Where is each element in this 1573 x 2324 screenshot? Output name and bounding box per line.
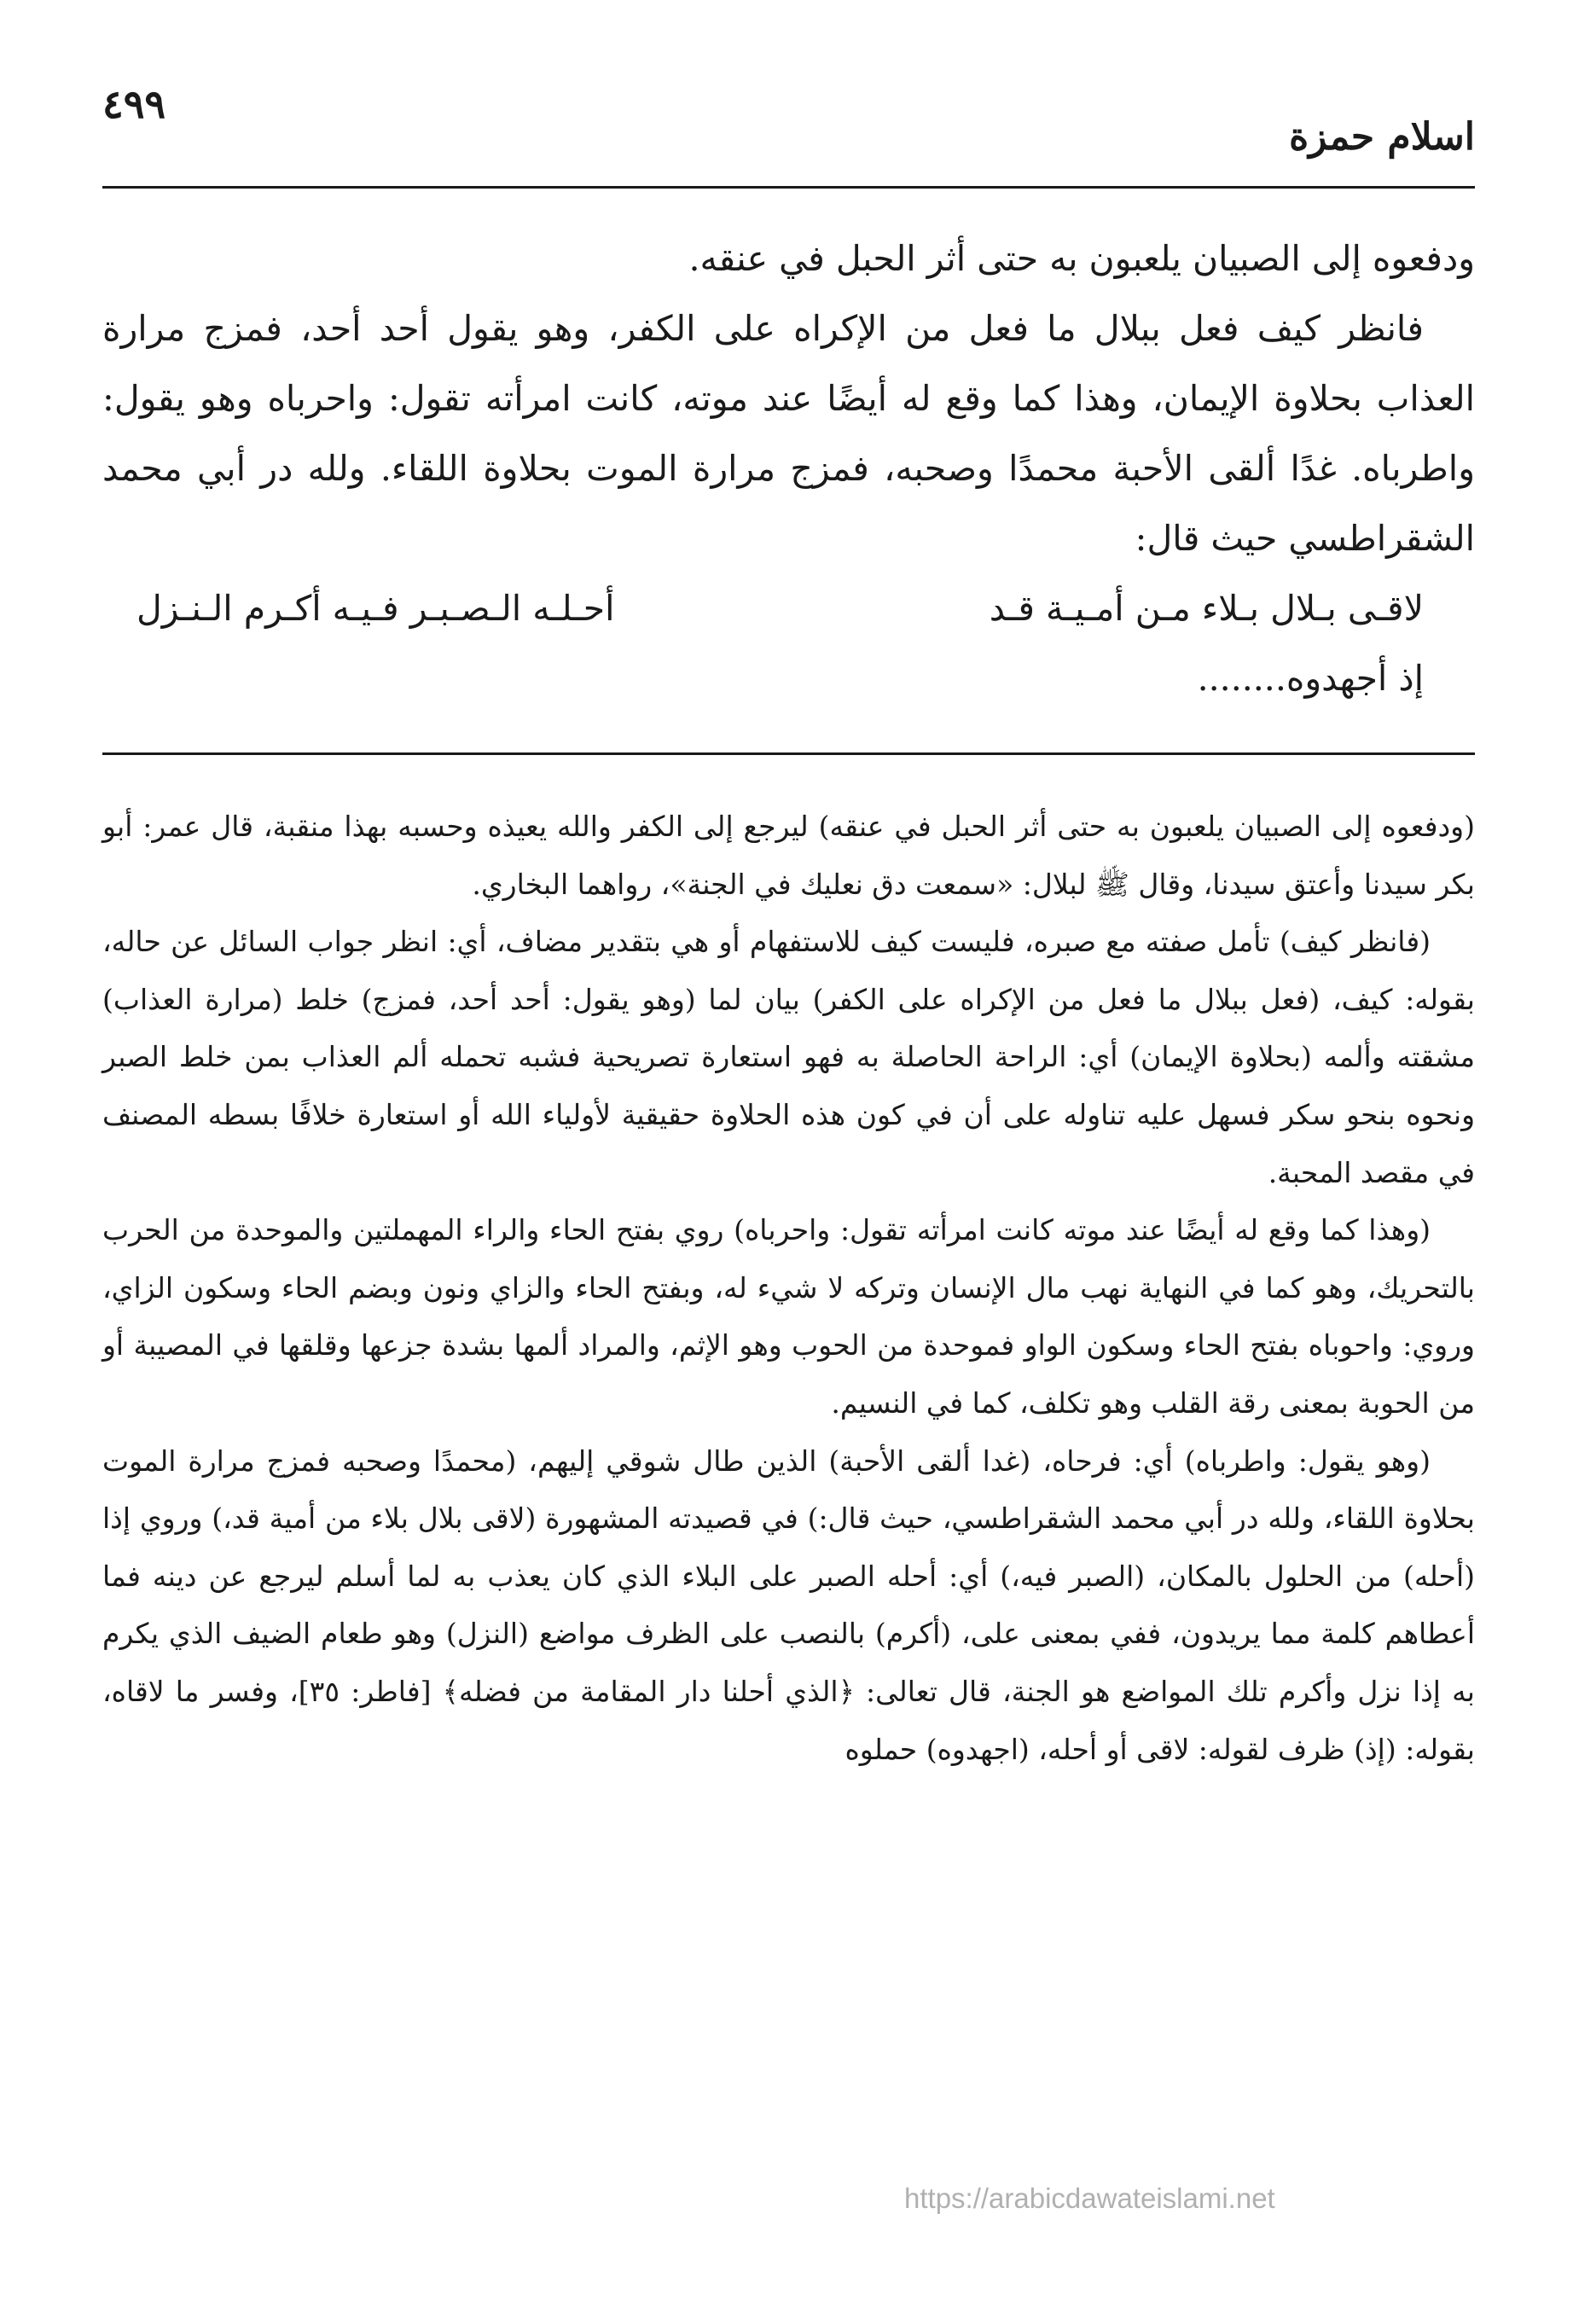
watermark-url: https://arabicdawateislami.net [904,2182,1275,2214]
verse-line [102,573,1475,643]
commentary-text [102,798,1475,1778]
sharh-paragraph-1: (ودفعوه إلى الصبيان يلعبون به حتى أثر الحبل في عنقه) ليرجع إلى الكفر والله يعيذه وحسبه بهذا منقبة، قال عمر: أبو بكر سيدنا وأعتق سيدنا، وقال ﷺ لبلال: «سمعت دق نعليك في الجنة»، رواهما البخاري. [102,810,1475,901]
header-rule [102,186,1475,189]
running-title: اسلام حمزة [1289,115,1475,159]
matn-paragraph-2: فانظر كيف فعل ببلال ما فعل من الإكراه على الكفر، وهو يقول أحد أحد، فمزج مرارة العذاب بحلاوة الإيمان، وهذا كما وقع له أيضًا عند موته، كانت امرأته تقول: واحرباه وهو يقول: واطرباه. غدًا ألقى الأحبة محمدًا وصحبه، فمزج مرارة الموت بحلاوة اللقاء. ولله در أبي محمد الشقراطسي حيث قال: [102,308,1475,559]
sharh-paragraph-2: (فانظر كيف) تأمل صفته مع صبره، فليست كيف للاستفهام أو هي بتقدير مضاف، أي: انظر جواب السائل عن حاله، بقوله: كيف، (فعل ببلال ما فعل من الإكراه على الكفر) بيان لما (وهو يقول: أحد أحد، فمزج) خلط (مرارة العذاب) مشقته وألمه (بحلاوة الإيمان) أي: الراحة الحاصلة به فهو استعارة تصريحية فشبه تحمله ألم العذاب بمن خلط الصبر ونحوه بنحو سكر فسهل عليه تناوله على أن في كون هذه الحلاوة حقيقية لأولياء الله أو استعارة خلافًا بسطه المصنف في مقصد المحبة. [102,925,1475,1189]
verse-tail: إذ أجهدوه........ [1197,658,1424,699]
sharh-paragraph-3: (وهذا كما وقع له أيضًا عند موته كانت امرأته تقول: واحرباه) روي بفتح الحاء والراء المهملتين والموحدة من الحرب بالتحريك، وهو كما في النهاية نهب مال الإنسان وتركه لا شيء له، وبفتح الحاء والزاي ونون وبضم الحاء وسكون الزاي، وروي: واحوباه بفتح الحاء وسكون الواو فموحدة من الحوب وهو الإثم، والمراد ألمها بشدة جزعها وقلقها في المصيبة أو من الحوبة بمعنى رقة القلب وهو تكلف، كما في النسيم. [102,1213,1475,1420]
verse-hemistich-1: لاقـى بـلال بـلاء مـن أمـيـة قـد [989,588,1424,629]
sharh-paragraph-4: (وهو يقول: واطرباه) أي: فرحاه، (غدا ألقى الأحبة) الذين طال شوقي إليهم، (محمدًا وصحبه فمزج مرارة الموت بحلاوة اللقاء، ولله در أبي محمد الشقراطسي، حيث قال:) في قصيدته المشهورة (لاقى بلال بلاء من أمية قد،) وروي إذا (أحله) من الحلول بالمكان، (الصبر فيه،) أي: أحله الصبر على البلاء الذي كان يعذب به لما أسلم ليرجع عن دينه فما أعطاهم كلمة مما يريدون، ففي بمعنى على، (أكرم) بالنصب على الظرف مواضع (النزل) وهو طعام الضيف الذي يكرم به إذا نزل وأكرم تلك المواضع هو الجنة، قال تعالى: ﴿الذي أحلنا دار المقامة من فضله﴾ [فاطر: ٣٥]، وفسر ما لاقاه، بقوله: (إذ) ظرف لقوله: لاقى أو أحله، (اجهدوه) حملوه [102,1444,1475,1766]
page-header [102,81,1475,175]
main-text [102,224,1475,713]
verse-hemistich-2: أحـلـه الـصـبـر فـيـه أكـرم الـنـزل [136,588,615,629]
separator-rule [102,752,1475,755]
matn-line-1: ودفعوه إلى الصبيان يلعبون به حتى أثر الحبل في عنقه. [688,238,1475,279]
page-number: ٤٩٩ [102,81,166,127]
